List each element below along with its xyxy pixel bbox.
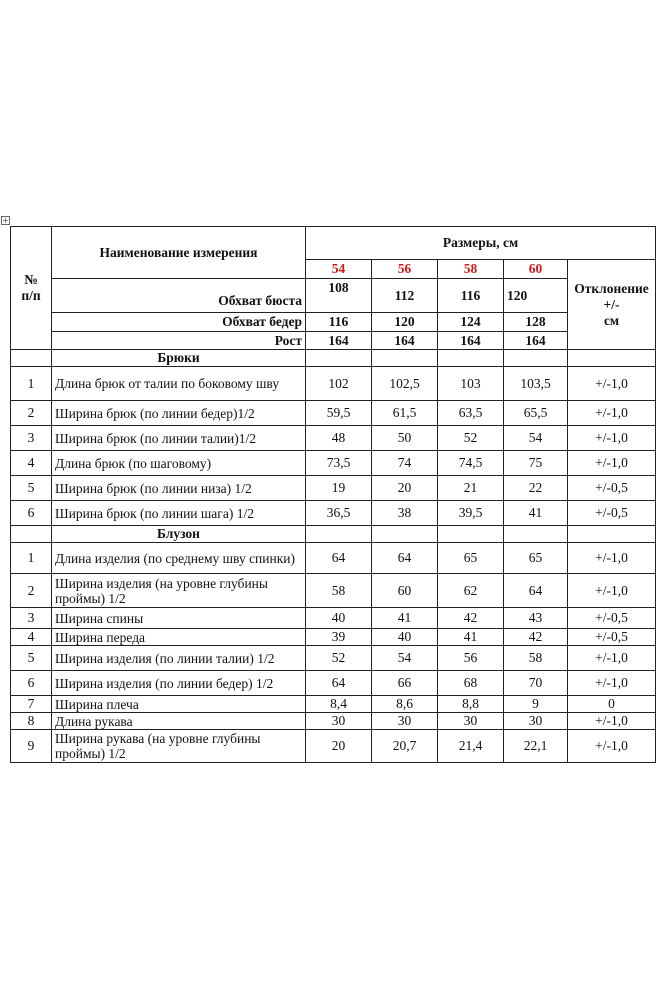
measure-label-hips: Обхват бедер xyxy=(52,313,306,332)
size-value-56: 61,5 xyxy=(372,401,438,426)
size-value-56: 54 xyxy=(372,646,438,671)
bust-56: 112 xyxy=(372,279,438,313)
section-title: Брюки xyxy=(52,350,306,367)
measurement-name: Ширина изделия (по линии талии) 1/2 xyxy=(52,646,306,671)
size-value-58: 103 xyxy=(438,367,504,401)
size-value-58: 39,5 xyxy=(438,501,504,526)
section-empty-cell xyxy=(372,350,438,367)
table-row xyxy=(11,451,656,476)
section-empty-cell xyxy=(372,526,438,543)
table-row xyxy=(11,367,656,401)
tolerance-value: +/-0,5 xyxy=(568,629,656,646)
size-value-58: 30 xyxy=(438,713,504,730)
table-row xyxy=(11,476,656,501)
tolerance-value: +/-1,0 xyxy=(568,426,656,451)
height-54: 164 xyxy=(306,332,372,350)
row-number: 1 xyxy=(11,367,52,401)
size-value-58: 68 xyxy=(438,671,504,696)
bust-58: 116 xyxy=(438,279,504,313)
tolerance-value: +/-1,0 xyxy=(568,367,656,401)
size-value-60: 58 xyxy=(504,646,568,671)
table-row xyxy=(11,671,656,696)
measurement-name: Ширина спины xyxy=(52,608,306,629)
section-empty-cell xyxy=(504,350,568,367)
measurement-name: Ширина изделия (на уровне глубины проймы) 1/2 xyxy=(52,574,306,608)
size-value-54: 40 xyxy=(306,608,372,629)
size-value-60: 70 xyxy=(504,671,568,696)
measurement-name: Длина брюк (по шаговому) xyxy=(52,451,306,476)
size-code-58: 58 xyxy=(438,260,504,279)
hips-58: 124 xyxy=(438,313,504,332)
measure-label-height: Рост xyxy=(52,332,306,350)
row-number: 4 xyxy=(11,451,52,476)
table-move-handle-icon: + xyxy=(2,216,9,225)
section-empty-cell xyxy=(568,350,656,367)
tolerance-value: +/-1,0 xyxy=(568,574,656,608)
tolerance-value: +/-1,0 xyxy=(568,730,656,763)
section-empty-cell xyxy=(438,526,504,543)
size-value-54: 73,5 xyxy=(306,451,372,476)
size-value-56: 20,7 xyxy=(372,730,438,763)
size-value-58: 74,5 xyxy=(438,451,504,476)
row-number: 9 xyxy=(11,730,52,763)
size-value-54: 59,5 xyxy=(306,401,372,426)
section-number-cell xyxy=(11,526,52,543)
tolerance-header: Отклонение +/- см xyxy=(568,260,656,350)
size-code-60: 60 xyxy=(504,260,568,279)
section-empty-cell xyxy=(306,526,372,543)
table-row xyxy=(11,696,656,713)
size-value-60: 22 xyxy=(504,476,568,501)
size-value-60: 64 xyxy=(504,574,568,608)
measurement-name: Ширина брюк (по линии бедер)1/2 xyxy=(52,401,306,426)
size-value-58: 52 xyxy=(438,426,504,451)
size-value-60: 65 xyxy=(504,543,568,574)
size-value-60: 9 xyxy=(504,696,568,713)
size-value-60: 65,5 xyxy=(504,401,568,426)
hips-54: 116 xyxy=(306,313,372,332)
measurement-name: Ширина рукава (на уровне глубины проймы) 1/2 xyxy=(52,730,306,763)
measurement-name: Длина брюк от талии по боковому шву xyxy=(52,367,306,401)
size-value-54: 64 xyxy=(306,671,372,696)
size-value-56: 38 xyxy=(372,501,438,526)
measurement-name: Длина рукава xyxy=(52,713,306,730)
size-value-56: 40 xyxy=(372,629,438,646)
row-number: 5 xyxy=(11,476,52,501)
tolerance-value: +/-1,0 xyxy=(568,543,656,574)
size-value-58: 62 xyxy=(438,574,504,608)
size-value-60: 41 xyxy=(504,501,568,526)
size-value-56: 74 xyxy=(372,451,438,476)
measurement-name: Ширина переда xyxy=(52,629,306,646)
section-number-cell xyxy=(11,350,52,367)
size-code-54: 54 xyxy=(306,260,372,279)
size-value-54: 19 xyxy=(306,476,372,501)
table-row xyxy=(11,574,656,608)
tolerance-value: +/-0,5 xyxy=(568,608,656,629)
section-empty-cell xyxy=(438,350,504,367)
section-title: Блузон xyxy=(52,526,306,543)
size-value-60: 22,1 xyxy=(504,730,568,763)
tolerance-value: +/-1,0 xyxy=(568,401,656,426)
size-value-54: 58 xyxy=(306,574,372,608)
tolerance-value: +/-0,5 xyxy=(568,501,656,526)
size-value-58: 21 xyxy=(438,476,504,501)
size-value-54: 102 xyxy=(306,367,372,401)
size-value-54: 8,4 xyxy=(306,696,372,713)
measurement-name: Ширина брюк (по линии шага) 1/2 xyxy=(52,501,306,526)
size-value-58: 63,5 xyxy=(438,401,504,426)
size-value-56: 20 xyxy=(372,476,438,501)
table-row xyxy=(11,646,656,671)
table-row xyxy=(11,730,656,763)
size-value-54: 20 xyxy=(306,730,372,763)
row-number: 1 xyxy=(11,543,52,574)
size-value-56: 66 xyxy=(372,671,438,696)
size-value-58: 41 xyxy=(438,629,504,646)
size-value-56: 64 xyxy=(372,543,438,574)
tolerance-value: 0 xyxy=(568,696,656,713)
row-number: 2 xyxy=(11,401,52,426)
measurement-name: Ширина брюк (по линии низа) 1/2 xyxy=(52,476,306,501)
bust-54: 108 xyxy=(306,279,372,313)
bust-60: 120 xyxy=(504,279,568,313)
size-value-58: 42 xyxy=(438,608,504,629)
row-number: 5 xyxy=(11,646,52,671)
size-value-60: 42 xyxy=(504,629,568,646)
measurement-name: Длина изделия (по среднему шву спинки) xyxy=(52,543,306,574)
row-number: 4 xyxy=(11,629,52,646)
table-row xyxy=(11,501,656,526)
size-value-60: 43 xyxy=(504,608,568,629)
size-value-56: 102,5 xyxy=(372,367,438,401)
row-number: 2 xyxy=(11,574,52,608)
height-60: 164 xyxy=(504,332,568,350)
row-number: 3 xyxy=(11,608,52,629)
hips-56: 120 xyxy=(372,313,438,332)
height-56: 164 xyxy=(372,332,438,350)
table-row xyxy=(11,608,656,629)
size-value-60: 54 xyxy=(504,426,568,451)
table-row xyxy=(11,401,656,426)
size-value-54: 30 xyxy=(306,713,372,730)
size-value-54: 48 xyxy=(306,426,372,451)
row-number: 6 xyxy=(11,501,52,526)
measurement-name: Ширина плеча xyxy=(52,696,306,713)
tolerance-value: +/-1,0 xyxy=(568,713,656,730)
size-value-54: 52 xyxy=(306,646,372,671)
row-number: 3 xyxy=(11,426,52,451)
row-number: 7 xyxy=(11,696,52,713)
size-value-54: 36,5 xyxy=(306,501,372,526)
size-value-60: 103,5 xyxy=(504,367,568,401)
size-value-56: 50 xyxy=(372,426,438,451)
measure-label-bust: Обхват бюста xyxy=(52,279,306,313)
size-value-56: 30 xyxy=(372,713,438,730)
size-value-56: 8,6 xyxy=(372,696,438,713)
section-empty-cell xyxy=(568,526,656,543)
height-58: 164 xyxy=(438,332,504,350)
size-chart-table xyxy=(10,226,656,763)
measurement-name: Ширина изделия (по линии бедер) 1/2 xyxy=(52,671,306,696)
size-value-54: 64 xyxy=(306,543,372,574)
size-value-60: 75 xyxy=(504,451,568,476)
section-empty-cell xyxy=(504,526,568,543)
tolerance-value: +/-1,0 xyxy=(568,671,656,696)
size-value-58: 65 xyxy=(438,543,504,574)
size-value-56: 60 xyxy=(372,574,438,608)
size-value-54: 39 xyxy=(306,629,372,646)
hips-60: 128 xyxy=(504,313,568,332)
size-value-58: 56 xyxy=(438,646,504,671)
size-value-58: 21,4 xyxy=(438,730,504,763)
size-value-56: 41 xyxy=(372,608,438,629)
table-row xyxy=(11,629,656,646)
size-value-60: 30 xyxy=(504,713,568,730)
sizes-header: Размеры, см xyxy=(306,227,656,260)
row-number: 6 xyxy=(11,671,52,696)
size-value-58: 8,8 xyxy=(438,696,504,713)
tolerance-value: +/-1,0 xyxy=(568,646,656,671)
tolerance-value: +/-0,5 xyxy=(568,476,656,501)
row-number: 8 xyxy=(11,713,52,730)
table-row xyxy=(11,426,656,451)
measurement-name: Ширина брюк (по линии талии)1/2 xyxy=(52,426,306,451)
size-code-56: 56 xyxy=(372,260,438,279)
tolerance-value: +/-1,0 xyxy=(568,451,656,476)
table-row xyxy=(11,543,656,574)
measurement-name-header: Наименование измерения xyxy=(52,227,306,279)
table-row xyxy=(11,713,656,730)
section-empty-cell xyxy=(306,350,372,367)
number-column-header: № п/п xyxy=(11,227,52,350)
